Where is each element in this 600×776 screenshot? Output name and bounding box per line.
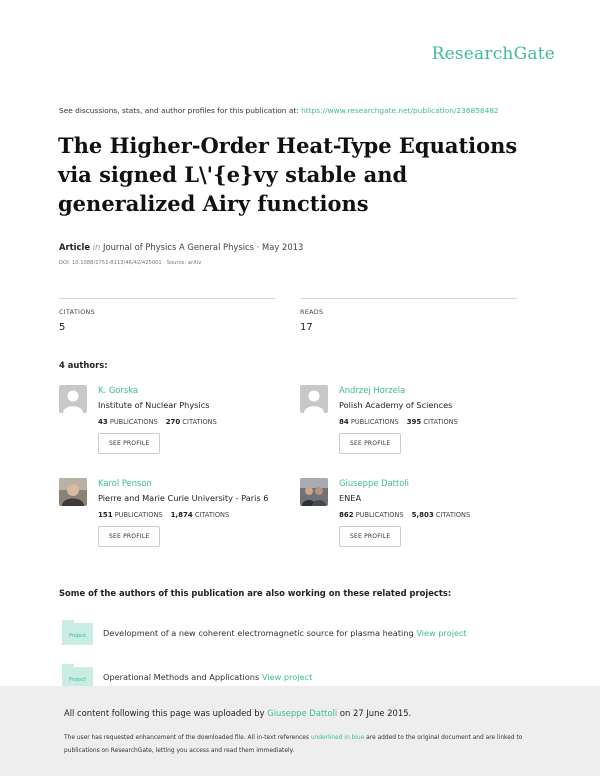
uploader-link[interactable]: Giuseppe Dattoli [267,708,338,718]
publications-label: PUBLICATIONS [109,418,158,426]
author-institution: ENEA [339,493,362,503]
author-publications-count: 862 [339,511,354,519]
author-publications-count: 151 [98,511,113,519]
author-institution: Polish Academy of Sciences [339,400,453,410]
view-project-link[interactable]: View project [261,672,313,682]
photo-avatar[interactable] [300,478,328,506]
upload-info [64,708,411,718]
see-profile-button[interactable]: SEE PROFILE [98,433,160,454]
project-text [103,672,312,682]
researchgate-logo: ResearchGate [431,44,555,64]
project-item [62,620,532,648]
citations-value: 5 [59,322,66,333]
author-publications-count: 84 [339,418,349,426]
underlined-in-blue-link: underlined in blue [310,735,365,741]
author-citations-count: 5,803 [411,511,434,519]
citations-label: CITATIONS [423,418,458,426]
citations-label: CITATIONS [59,308,95,316]
note-suffix: are added to the original document and are linked to publications on ResearchGate, letting you access and read them immediately. [64,735,523,754]
view-project-link[interactable]: View project [416,628,467,638]
default-avatar-icon[interactable] [300,385,328,413]
upload-suffix: on 27 June 2015. [337,708,412,718]
footer [0,686,600,776]
citations-stat [59,298,276,333]
see-profile-button[interactable]: SEE PROFILE [339,433,401,454]
project-icon-label: Project [68,633,87,639]
author-institution: Pierre and Marie Curie University - Paris 6 [98,493,269,503]
project-icon-label: Project [68,677,87,683]
default-avatar-icon[interactable] [59,385,87,413]
project-title: Development of a new coherent electromagnetic source for plasma heating [103,628,414,638]
author-institution: Institute of Nuclear Physics [98,400,210,410]
reads-stat [300,298,517,333]
citations-label: CITATIONS [435,511,471,519]
discussions-line [59,106,499,115]
upload-prefix: All content following this page was uploaded by [64,708,268,718]
projects-heading: Some of the authors of this publication are also working on these related projects: [59,588,452,598]
author-citations-count: 1,874 [170,511,193,519]
paper-doi: DOI: 10.1088/1751-8113/46/42/425001 · Source: arXiv [59,260,202,266]
note-prefix: The user has requested enhancement of the downloaded file. All in-text references [64,735,311,741]
see-profile-button[interactable]: SEE PROFILE [98,526,160,547]
paper-in: in [92,242,101,252]
reads-value: 17 [300,322,313,333]
publications-label: PUBLICATIONS [114,511,163,519]
citations-label: CITATIONS [194,511,230,519]
author-citations-count: 270 [165,418,181,426]
reads-label: READS [300,308,324,316]
paper-title: The Higher-Order Heat-Type Equations via signed L\'{e}vy stable and generalized Airy functions [58,133,518,216]
publications-label: PUBLICATIONS [350,418,399,426]
paper-meta [59,242,303,252]
project-text [103,628,467,638]
citations-label: CITATIONS [182,418,217,426]
publications-label: PUBLICATIONS [355,511,404,519]
authors-heading: 4 authors: [59,360,108,370]
publication-url-link[interactable]: https://www.researchgate.net/publication/236858482 [301,106,499,115]
author-publications-count: 43 [98,418,108,426]
author-name-link[interactable]: Karol Penson [98,478,152,488]
discussions-text: See discussions, stats, and author profiles for this publication at: [59,106,302,115]
author-stats [339,418,539,426]
author-name-link[interactable]: Giuseppe Dattoli [339,478,410,488]
author-name-link[interactable]: Andrzej Horzela [339,385,406,395]
author-citations-count: 395 [406,418,422,426]
author-name-link[interactable]: K. Gorska [98,385,139,395]
author-stats [339,511,539,519]
project-title: Operational Methods and Applications [103,672,260,682]
see-profile-button[interactable]: SEE PROFILE [339,526,401,547]
author-stats [98,511,298,519]
photo-avatar[interactable] [59,478,87,506]
project-icon [62,620,93,645]
author-stats [98,418,298,426]
paper-type: Article [59,242,91,252]
paper-journal: Journal of Physics A General Physics · May 2013 [103,242,304,252]
enhancement-note [64,732,534,758]
